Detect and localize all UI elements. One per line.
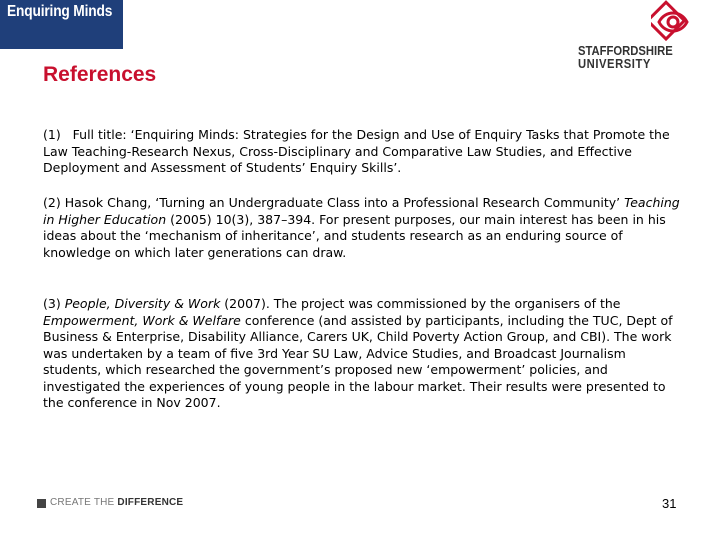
page-number: 31	[662, 496, 677, 511]
reference-3-title: People, Diversity & Work	[64, 296, 221, 311]
reference-3-part2: conference (and assisted by participants, including the TUC, Dept of Business & Enterprise, Disability Alliance, Carers UK, Child Poverty Action Group, and CBI). The work was undertaken by a team of five 3rd Year SU Law, Advice Studies, and Broadcast Journalism students, which researched the government’s proposed new ‘empowerment’ policies, and investigated the experiences of young people in the labour market. Their results were presented to the conference in Nov 2007.	[43, 312, 673, 410]
staffordshire-knot-icon	[651, 0, 695, 44]
footer-tagline-part1: CREATE THE	[50, 497, 118, 508]
brand-tab	[0, 0, 123, 49]
university-name	[578, 45, 688, 71]
reference-2-number: (2)	[43, 195, 61, 210]
reference-1-number: (1)	[43, 127, 61, 142]
university-logo	[578, 0, 714, 78]
brand-tab-text: Enquiring Minds	[7, 3, 113, 20]
footer-tagline	[50, 497, 183, 508]
reference-3	[43, 296, 683, 412]
reference-2-rest: (2005) 10(3), 387–394. For present purposes, our main interest has been in his ideas about the ‘mechanism of inheritance’, and students research as an enduring source of knowledge on which later generations can draw.	[43, 211, 666, 260]
reference-3-part1: (2007). The project was commissioned by the organisers of the	[220, 296, 621, 311]
university-name-line2: UNIVERSITY	[578, 57, 651, 71]
reference-1-text: Full title: ‘Enquiring Minds: Strategies for the Design and Use of Enquiry Tasks that Promote the Law Teaching-Research Nexus, Cross-Disciplinary and Comparative Law Studies, and Effective Deployment and Assessment of Students’ Enquiry Skills’.	[43, 127, 670, 175]
reference-2	[43, 195, 683, 261]
reference-2-journal: Teaching in Higher Education	[43, 195, 680, 227]
page-title: References	[43, 63, 157, 86]
reference-3-number: (3)	[43, 296, 61, 311]
footer-tagline-part2: DIFFERENCE	[117, 497, 184, 508]
university-name-line1: STAFFORDSHIRE	[578, 44, 673, 58]
footer-square-icon	[37, 499, 46, 508]
reference-1	[43, 127, 683, 177]
reference-2-lead: Hasok Chang, ‘Turning an Undergraduate Class into a Professional Research Community’	[64, 195, 625, 210]
reference-3-conference: Empowerment, Work & Welfare	[43, 312, 241, 328]
